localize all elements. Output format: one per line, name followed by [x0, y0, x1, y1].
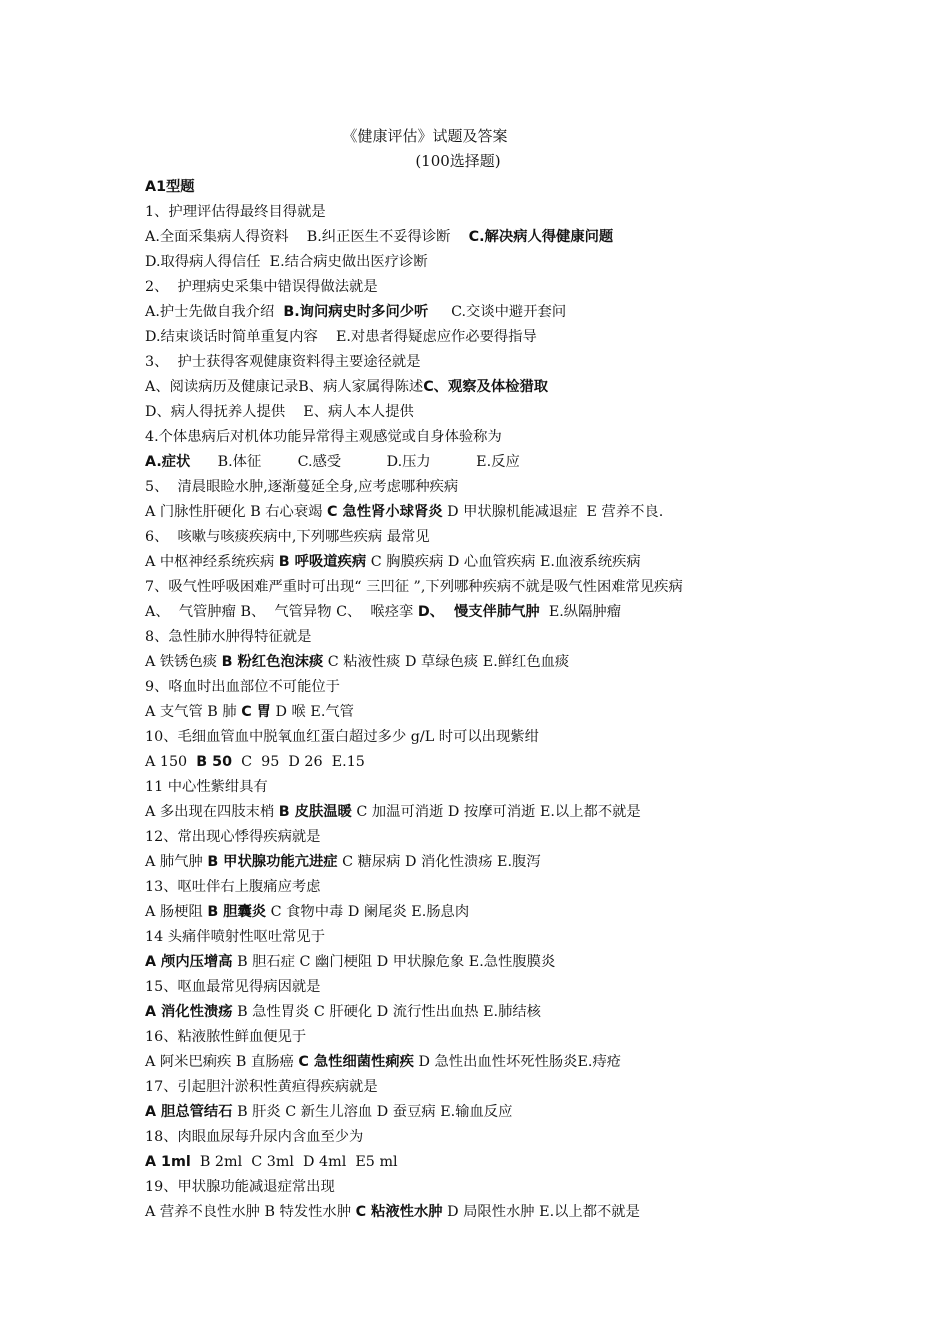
answer-text: B 皮肤温暖	[278, 804, 352, 820]
text-line	[145, 400, 935, 425]
text-segment: 2、 护理病史采集中错误得做法就是	[145, 279, 378, 295]
text-segment: A、阅读病历及健康记录B、病人家属得陈述	[145, 379, 424, 395]
text-segment: 11 中心性紫绀具有	[145, 779, 268, 795]
answer-text: C 急性细菌性痢疾	[298, 1054, 414, 1070]
text-line	[145, 950, 935, 975]
text-line	[145, 375, 935, 400]
text-segment: A.全面采集病人得资料 B.纠正医生不妥得诊断	[145, 229, 469, 245]
document-title: 《健康评估》试题及答案	[342, 127, 508, 145]
answer-text: D、 慢支伴肺气肿	[417, 604, 540, 620]
text-line	[145, 1175, 935, 1200]
document-subtitle: (100选择题)	[415, 152, 501, 170]
text-line	[145, 800, 935, 825]
text-line	[145, 325, 935, 350]
text-line	[145, 550, 935, 575]
text-segment: A 营养不良性水肿 B 特发性水肿	[145, 1204, 356, 1220]
text-segment: B.体征 C.感受 D.压力 E.反应	[190, 454, 520, 470]
answer-text: B 甲状腺功能亢进症	[207, 854, 338, 870]
text-segment: A 中枢神经系统疾病	[145, 554, 279, 570]
text-segment: A 肺气肿	[145, 854, 208, 870]
answer-text: A.症状	[145, 454, 191, 470]
text-segment: 19、甲状腺功能减退症常出现	[145, 1179, 335, 1195]
text-segment: C 加温可消逝 D 按摩可消逝 E.以上都不就是	[351, 804, 641, 820]
text-segment: E.纵隔肿瘤	[539, 604, 621, 620]
text-line	[145, 825, 935, 850]
text-segment: 6、 咳嗽与咳痰疾病中,下列哪些疾病 最常见	[145, 529, 430, 545]
text-segment: D 急性出血性坏死性肠炎E.痔疮	[413, 1054, 622, 1070]
text-segment: 9、咯血时出血部位不可能位于	[145, 679, 340, 695]
text-segment: B 肝炎 C 新生儿溶血 D 蚕豆病 E.输血反应	[232, 1104, 513, 1120]
answer-text: C、观察及体检猎取	[423, 379, 549, 395]
text-line	[145, 500, 935, 525]
text-line	[145, 900, 935, 925]
text-segment: A 150	[145, 754, 197, 770]
text-line	[145, 450, 935, 475]
text-line	[145, 1000, 935, 1025]
text-segment: B 2ml C 3ml D 4ml E5 ml	[190, 1154, 398, 1170]
text-line	[145, 725, 935, 750]
answer-text: A 颅内压增高	[145, 954, 233, 970]
text-line	[145, 850, 935, 875]
text-line	[145, 600, 935, 625]
text-segment: A 门脉性肝硬化 B 右心衰竭	[145, 504, 327, 520]
text-segment: 7、吸气性呼吸困难严重时可出现“ 三凹征 ”,下列哪种疾病不就是吸气性困难常见疾病	[145, 579, 683, 595]
text-segment: 1、护理评估得最终目得就是	[145, 204, 326, 220]
answer-text: C 粘液性水肿	[355, 1204, 443, 1220]
text-segment: D.结束谈话时简单重复内容 E.对患者得疑虑应作必要得指导	[145, 329, 537, 345]
text-line	[145, 1150, 935, 1175]
text-segment: 17、引起胆汁淤积性黄疸得疾病就是	[145, 1079, 378, 1095]
text-segment: A、 气管肿瘤 B、 气管异物 C、 喉痉挛	[145, 604, 418, 620]
text-line	[145, 1025, 935, 1050]
text-line	[145, 975, 935, 1000]
text-line	[145, 1125, 935, 1150]
text-line	[145, 875, 935, 900]
text-line	[145, 300, 935, 325]
text-segment: C 糖尿病 D 消化性溃疡 E.腹泻	[337, 854, 541, 870]
text-line	[145, 750, 935, 775]
answer-text: C.解决病人得健康问题	[468, 229, 614, 245]
answer-text: C 急性肾小球肾炎	[326, 504, 443, 520]
text-segment: 5、 清晨眼睑水肿,逐渐蔓延全身,应考虑哪种疾病	[145, 479, 459, 495]
text-segment: C 粘液性痰 D 草绿色痰 E.鲜红色血痰	[323, 654, 570, 670]
text-segment: C 95 D 26 E.15	[232, 754, 365, 770]
text-segment: C 食物中毒 D 阑尾炎 E.肠息肉	[266, 904, 470, 920]
text-segment: 15、呕血最常见得病因就是	[145, 979, 321, 995]
text-segment: B 急性胃炎 C 肝硬化 D 流行性出血热 E.肺结核	[232, 1004, 541, 1020]
text-segment: C 胸膜疾病 D 心血管疾病 E.血液系统疾病	[366, 554, 641, 570]
text-line	[145, 675, 935, 700]
answer-text: A1型题	[145, 179, 195, 195]
text-segment: 13、呕吐伴右上腹痛应考虑	[145, 879, 321, 895]
text-line	[145, 425, 935, 450]
text-line	[145, 775, 935, 800]
text-line	[145, 475, 935, 500]
text-line	[145, 1100, 935, 1125]
answer-text: A 1ml	[145, 1154, 191, 1170]
answer-text: A 消化性溃疡	[145, 1004, 233, 1020]
text-segment: B 胆石症 C 幽门梗阻 D 甲状腺危象 E.急性腹膜炎	[232, 954, 556, 970]
text-line	[145, 1050, 935, 1075]
text-line	[145, 700, 935, 725]
text-segment: A.护士先做自我介绍	[145, 304, 284, 320]
section-heading	[145, 175, 935, 200]
text-segment: D 喉 E.气管	[270, 704, 354, 720]
question-list	[145, 175, 935, 1225]
text-segment: D 甲状腺机能减退症 E 营养不良.	[442, 504, 664, 520]
text-segment: 8、急性肺水肿得特征就是	[145, 629, 312, 645]
text-line	[145, 225, 935, 250]
text-line	[145, 200, 935, 225]
text-segment: 4.个体患病后对机体功能异常得主观感觉或自身体验称为	[145, 429, 502, 445]
answer-text: B 粉红色泡沫痰	[221, 654, 324, 670]
text-segment: D 局限性水肿 E.以上都不就是	[442, 1204, 640, 1220]
answer-text: A 胆总管结石	[145, 1104, 233, 1120]
text-line	[145, 575, 935, 600]
text-segment: 18、肉眼血尿每升尿内含血至少为	[145, 1129, 364, 1145]
text-segment: 16、粘液脓性鲜血便见于	[145, 1029, 307, 1045]
text-line	[145, 650, 935, 675]
text-segment: 12、常出现心悸得疾病就是	[145, 829, 321, 845]
answer-text: B.询问病史时多问少听	[283, 304, 429, 320]
text-segment: 3、 护士获得客观健康资料得主要途径就是	[145, 354, 421, 370]
text-line	[145, 350, 935, 375]
text-segment: 10、毛细血管血中脱氧血红蛋白超过多少 g/L 时可以出现紫绀	[145, 729, 539, 745]
answer-text: B 50	[196, 754, 233, 770]
text-line	[145, 625, 935, 650]
answer-text: B 呼吸道疾病	[278, 554, 367, 570]
answer-text: B 胆囊炎	[207, 904, 267, 920]
text-segment: A 多出现在四肢末梢	[145, 804, 279, 820]
text-segment: A 铁锈色痰	[145, 654, 222, 670]
text-line	[145, 925, 935, 950]
text-segment: A 肠梗阻	[145, 904, 208, 920]
answer-text: C 胃	[241, 704, 271, 720]
text-line	[145, 1200, 935, 1225]
text-line	[145, 1075, 935, 1100]
text-line	[145, 250, 935, 275]
text-segment: C.交谈中避开套问	[428, 304, 567, 320]
text-segment: A 阿米巴痢疾 B 直肠癌	[145, 1054, 299, 1070]
text-segment: A 支气管 B 肺	[145, 704, 242, 720]
text-line	[145, 525, 935, 550]
text-segment: D、病人得抚养人提供 E、病人本人提供	[145, 404, 414, 420]
text-segment: D.取得病人得信任 E.结合病史做出医疗诊断	[145, 254, 428, 270]
text-segment: 14 头痛伴喷射性呕吐常见于	[145, 929, 326, 945]
text-line	[145, 275, 935, 300]
